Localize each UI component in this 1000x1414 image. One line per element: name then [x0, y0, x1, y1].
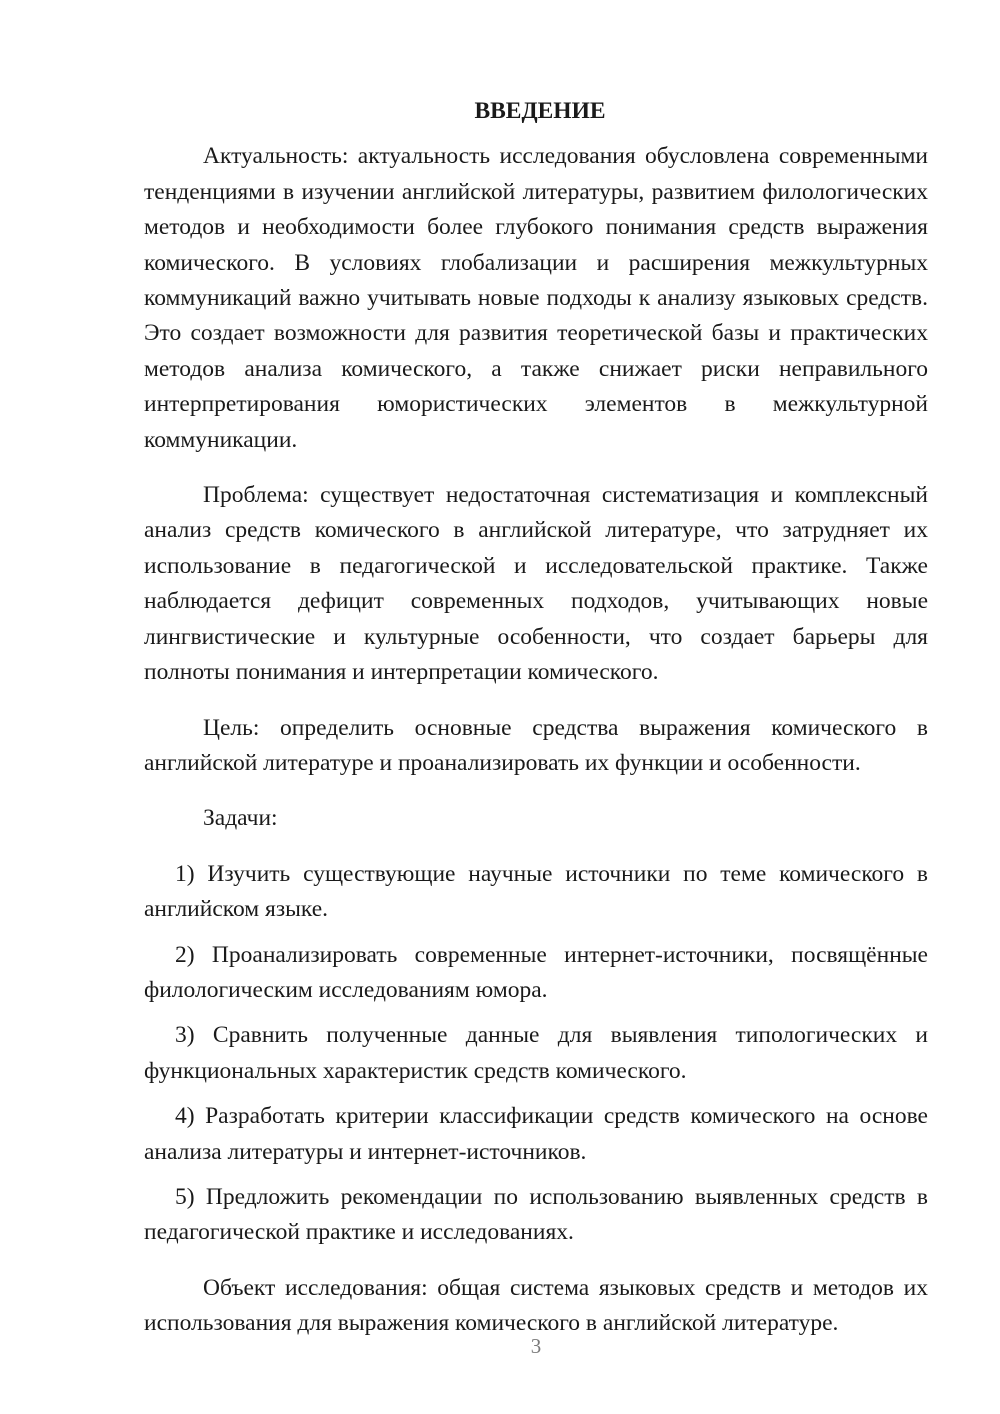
tasks-heading: Задачи:: [203, 805, 278, 832]
list-item: 1) Изучить существующие научные источники по теме комического в английском языке.: [144, 860, 928, 923]
paragraph-object: Объект исследования: общая система языковых средств и методов их использования для выражения комического в английской литературе.: [144, 1274, 928, 1337]
tasks-list: [144, 857, 928, 1251]
page-title: ВВЕДЕНИЕ: [474, 98, 606, 124]
page-number: 3: [530, 1334, 542, 1358]
page-body: [144, 94, 928, 1362]
list-item: 5) Предложить рекомендации по использованию выявленных средств в педагогической практике и исследованиях.: [144, 1183, 928, 1246]
paragraph-goal: Цель: определить основные средства выражения комического в английской литературе и проанализировать их функции и особенности.: [144, 714, 928, 776]
list-item: 2) Проанализировать современные интернет-источники, посвящённые филологическим исследованиям юмора.: [144, 941, 928, 1003]
paragraph-problem: Проблема: существует недостаточная систематизация и комплексный анализ средств комического в английской литературе, что затрудняет их использование в педагогической и исследовательской практике. Также наблюдается дефицит современных подходов, учитывающих новые лингвистические и культурные особенности, что создает барьеры для полноты понимания и интерпретации комического.: [144, 482, 928, 686]
list-item: 3) Сравнить полученные данные для выявления типологических и функциональных характеристик средств комического.: [144, 1022, 928, 1084]
list-item: 4) Разработать критерии классификации средств комического на основе анализа литературы и интернет-источников.: [144, 1103, 928, 1165]
paragraph-relevance: Актуальность: актуальность исследования обусловлена современными тенденциями в изучении английской литературы, развитием филологических методов и необходимости более глубокого понимания средств выражения комического. В условиях глобализации и расширения межкультурных коммуникаций важно учитывать новые подходы к анализу языковых средств. Это создает возможности для развития теоретической базы и практических методов анализа комического, а также снижает риски неправильного интерпретирования юмористических элементов в межкультурной коммуникации.: [144, 143, 928, 453]
